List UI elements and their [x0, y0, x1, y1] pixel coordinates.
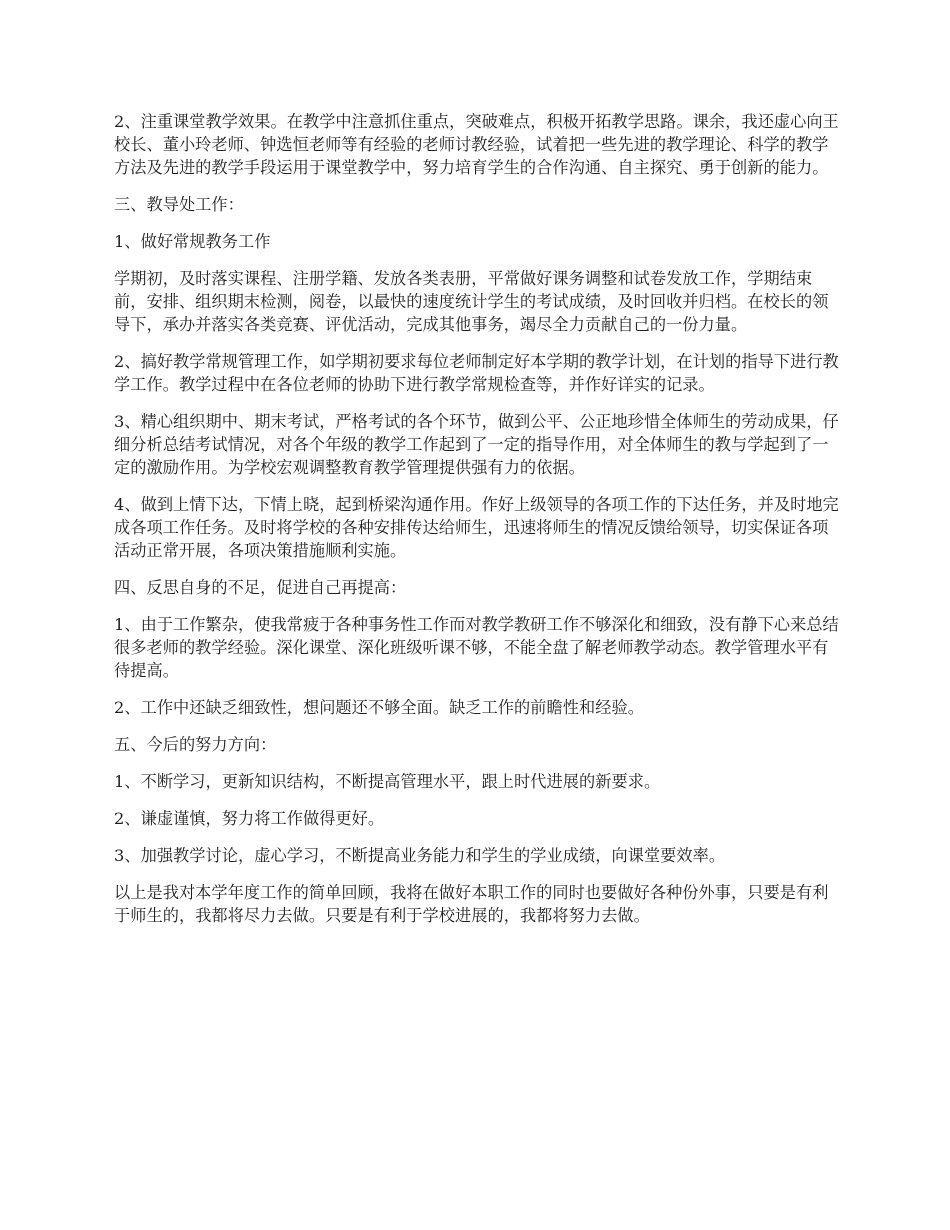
paragraph-communication-bridge: 4、做到上情下达，下情上晓，起到桥梁沟通作用。作好上级领导的各项工作的下达任务，并及时地完成各项工作任务。及时将学校的各种安排传达给师生，迅速将师生的情况反馈给领导，切实保证各项活动正常开展，各项决策措施顺利实施。	[114, 495, 839, 560]
paragraph-direction-3: 3、加强教学讨论，虚心学习，不断提高业务能力和学生的学业成绩，向课堂要效率。	[114, 846, 726, 865]
paragraph-teaching-effect: 2、注重课堂教学效果。在教学中注意抓住重点，突破难点，积极开拓教学思路。课余，我还虚心向王校长、董小玲老师、钟选恒老师等有经验的老师讨教经验，试着把一些先进的教学理论、科学的教学方法及先进的教学手段运用于课堂教学中，努力培育学生的合作沟通、自主探究、勇于创新的能力。	[114, 112, 839, 177]
paragraph-shortcoming-2: 2、工作中还缺乏细致性，想问题还不够全面。缺乏工作的前瞻性和经验。	[114, 698, 644, 717]
heading-future-direction: 五、今后的努力方向：	[114, 735, 277, 754]
paragraph-direction-2: 2、谦虚谨慎，努力将工作做得更好。	[114, 809, 385, 828]
heading-self-reflection: 四、反思自身的不足，促进自己再提高：	[114, 578, 407, 597]
paragraph-exam-organization: 3、精心组织期中、期末考试，严格考试的各个环节，做到公平、公正地珍惜全体师生的劳动成果，仔细分析总结考试情况，对各个年级的教学工作起到了一定的指导作用，对全体师生的教与学起到了一定的激励作用。为学校宏观调整教育教学管理提供强有力的依据。	[114, 412, 839, 477]
paragraph-direction-1: 1、不断学习，更新知识结构，不断提高管理水平，跟上时代进展的新要求。	[114, 772, 661, 791]
heading-academic-affairs: 三、教导处工作：	[114, 195, 244, 214]
subheading-routine-affairs: 1、做好常规教务工作	[114, 232, 271, 251]
document-page	[114, 110, 844, 941]
paragraph-shortcoming-1: 1、由于工作繁杂，使我常疲于各种事务性工作而对教学教研工作不够深化和细致，没有静下心来总结很多老师的教学经验。深化课堂、深化班级听课不够，不能全盘了解老师教学动态。教学管理水平有待提高。	[114, 615, 839, 680]
paragraph-semester-tasks: 学期初，及时落实课程、注册学籍、发放各类表册，平常做好课务调整和试卷发放工作，学期结束前，安排、组织期末检测，阅卷，以最快的速度统计学生的考试成绩，及时回收并归档。在校长的领导下，承办并落实各类竞赛、评优活动，完成其他事务，竭尽全力贡献自己的一份力量。	[114, 269, 829, 334]
paragraph-conclusion: 以上是我对本学年度工作的简单回顾，我将在做好本职工作的同时也要做好各种份外事，只要是有利于师生的，我都将尽力去做。只要是有利于学校进展的，我都将努力去做。	[114, 883, 829, 925]
paragraph-routine-management: 2、搞好教学常规管理工作，如学期初要求每位老师制定好本学期的教学计划，在计划的指导下进行教学工作。教学过程中在各位老师的协助下进行教学常规检查等，并作好详实的记录。	[114, 352, 839, 394]
